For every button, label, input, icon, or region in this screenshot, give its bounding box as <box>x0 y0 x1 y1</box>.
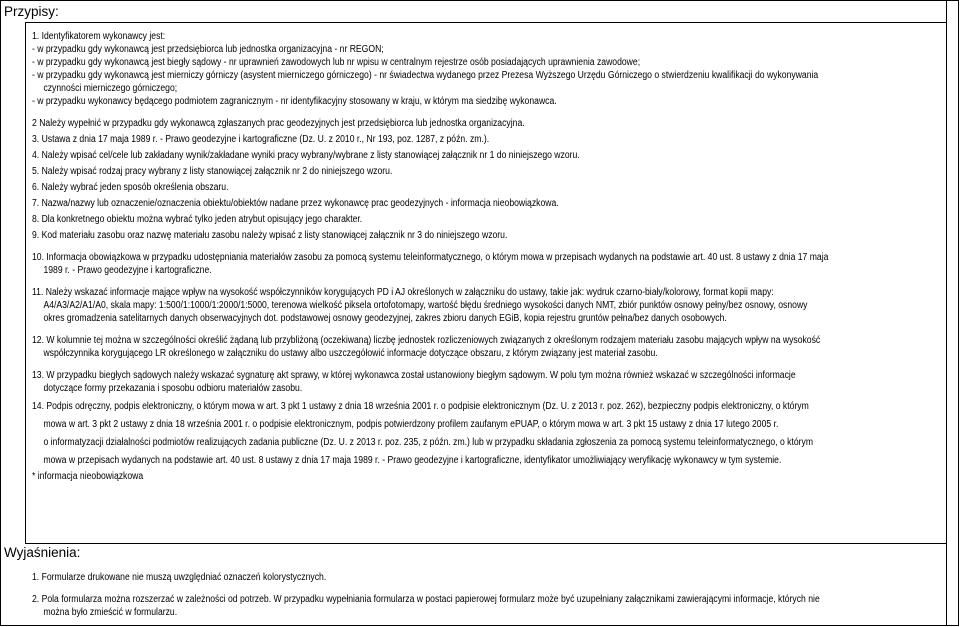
footnote-line: współczynnika korygującego LR określonego w załączniku do ustawy albo uszczegółowić informacje dotyczące obszaru, z którym związany jest materiał zasobu. <box>43 348 658 359</box>
footnote-line: 14. Podpis odręczny, podpis elektroniczny, o którym mowa w art. 3 pkt 1 ustawy z dnia 18 września 2001 r. o podpisie elektronicznym (Dz. U. z 2013 r. poz. 262), bezpieczny podpis elektroniczny, o którym <box>32 401 809 412</box>
footnote-line: 6. Należy wybrać jeden sposób określenia obszaru. <box>32 182 229 193</box>
footnote-line: - w przypadku wykonawcy będącego podmiotem zagranicznym - nr identyfikacyjny stosowany w kraju, w którym ma siedzibę wykonawca. <box>32 96 557 107</box>
wyjasnienia-heading: Wyjaśnienia: <box>4 545 81 560</box>
footnote-line: 1989 r. - Prawo geodezyjne i kartograficzne. <box>43 265 212 276</box>
footnotes-list <box>32 30 938 483</box>
footnote-line: 1. Identyfikatorem wykonawcy jest: <box>32 31 166 42</box>
explanation-line: 1. Formularze drukowane nie muszą uwzględniać oznaczeń kolorystycznych. <box>32 572 327 583</box>
footnote-line: 2 Należy wypełnić w przypadku gdy wykonawcą zgłaszanych prac geodezyjnych jest przedsiębiorca lub jednostka organizacyjna. <box>32 118 525 129</box>
footnote-line: - w przypadku gdy wykonawcą jest przedsiębiorca lub jednostka organizacyjna - nr REGON; <box>32 44 384 55</box>
footnote-line: 7. Nazwa/nazwy lub oznaczenie/oznaczenia obiektu/obiektów nadane przez wykonawcę prac geodezyjnych - informacja nieobowiązkowa. <box>32 198 559 209</box>
footnote-line: o informatyzacji działalności podmiotów realizujących zadania publiczne (Dz. U. z 2013 r. poz. 235, z późn. zm.) lub w przypadku składania zgłoszenia za pomocą systemu teleinformatycznego, o którym <box>43 437 814 448</box>
footnote-line: 9. Kod materiału zasobu oraz nazwę materiału zasobu należy wpisać z listy stanowiącej załącznik nr 3 do niniejszego wzoru. <box>32 230 508 241</box>
footnote-line: 13. W przypadku biegłych sądowych należy wskazać sygnaturę akt sprawy, w której wykonawca został ustanowiony biegłym sądowym. W polu tym można również wskazać w szczególności informacje <box>32 370 796 381</box>
explanations-list <box>32 571 938 619</box>
explanation-line: 2. Pola formularza można rozszerzać w zależności od potrzeb. W przypadku wypełniania formularza w postaci papierowej formularz może być uzupełniany załącznikami zawierającymi informacje, których nie <box>32 594 820 605</box>
footnote-line: 3. Ustawa z dnia 17 maja 1989 r. - Prawo geodezyjne i kartograficzne (Dz. U. z 2010 r., Nr 193, poz. 1287, z późn. zm.). <box>32 134 490 145</box>
footnote-line: okres gromadzenia satelitarnych danych obserwacyjnych dot. podstawowej osnowy geodezyjnej, zakres zbioru danych EGiB, kopia rejestru gruntów pełna/bez danych osobowych. <box>43 313 727 324</box>
footnote-line: - w przypadku gdy wykonawcą jest biegły sądowy - nr uprawnień zawodowych lub nr wpisu w centralnym rejestrze osób posiadających uprawnienia zawodowe; <box>32 57 641 68</box>
footnote-line: czynności mierniczego górniczego; <box>43 83 178 94</box>
explanation-line: można było zmieścić w formularzu. <box>43 607 178 618</box>
footnote-line: A4/A3/A2/A1/A0, skala mapy: 1:500/1:1000/1:2000/1:5000, terenowa wielkość piksela ortofotomapy, wartość błędu średniego wysokości danych NMT, zbiór punktów osnowy pełny/bez osnowy, osnowy <box>43 300 808 311</box>
footnote-line: mowa w przepisach wydanych na podstawie art. 40 ust. 8 ustawy z dnia 17 maja 1989 r. - Prawo geodezyjne i kartograficzne, identyfikator umożliwiający weryfikację wykonawcy w tym systemie. <box>43 455 782 466</box>
footnote-line: 11. Należy wskazać informacje mające wpływ na wysokość współczynników korygujących PD i AJ określonych w załączniku do ustawy, takie jak: wydruk czarno-biały/kolorowy, format kopii mapy: <box>32 287 774 298</box>
footnote-line: * informacja nieobowiązkowa <box>32 471 144 482</box>
footnote-line: 12. W kolumnie tej można w szczególności określić żądaną lub przybliżoną (oczekiwaną) liczbę jednostek rozliczeniowych związanych z określonym rodzajem materiału zasobu mających wpływ na wysokość <box>32 335 821 346</box>
footnote-line: mowa w art. 3 pkt 2 ustawy z dnia 18 września 2001 r. o podpisie elektronicznym, podpis potwierdzony profilem zaufanym ePUAP, o którym mowa w art. 3 pkt 15 ustawy z dnia 17 lutego 2005 r. <box>43 419 779 430</box>
footnote-line: - w przypadku gdy wykonawcą jest mierniczy górniczy (asystent mierniczego górniczego) - nr świadectwa wydanego przez Prezesa Wyższego Urzędu Górniczego o stwierdzeniu kwalifikacji do wykonywania <box>32 70 819 81</box>
footnote-line: 8. Dla konkretnego obiektu można wybrać tylko jeden atrybut opisujący jego charakter. <box>32 214 363 225</box>
przypisy-heading: Przypisy: <box>4 4 59 19</box>
footnote-line: 5. Należy wpisać rodzaj pracy wybrany z listy stanowiącej załącznik nr 2 do niniejszego wzoru. <box>32 166 393 177</box>
footnote-line: 10. Informacja obowiązkowa w przypadku udostępniania materiałów zasobu za pomocą systemu teleinformatycznego, o którym mowa w przepisach wydanych na podstawie art. 40 ust. 8 ustawy z dnia 17 maja <box>32 252 829 263</box>
footnote-line: 4. Należy wpisać cel/cele lub zakładany wynik/zakładane wyniki pracy wybrany/wybrane z listy stanowiącej załącznik nr 1 do niniejszego wzoru. <box>32 150 580 161</box>
footnote-line: dotyczące formy przekazania i sposobu odbioru materiałów zasobu. <box>43 383 303 394</box>
